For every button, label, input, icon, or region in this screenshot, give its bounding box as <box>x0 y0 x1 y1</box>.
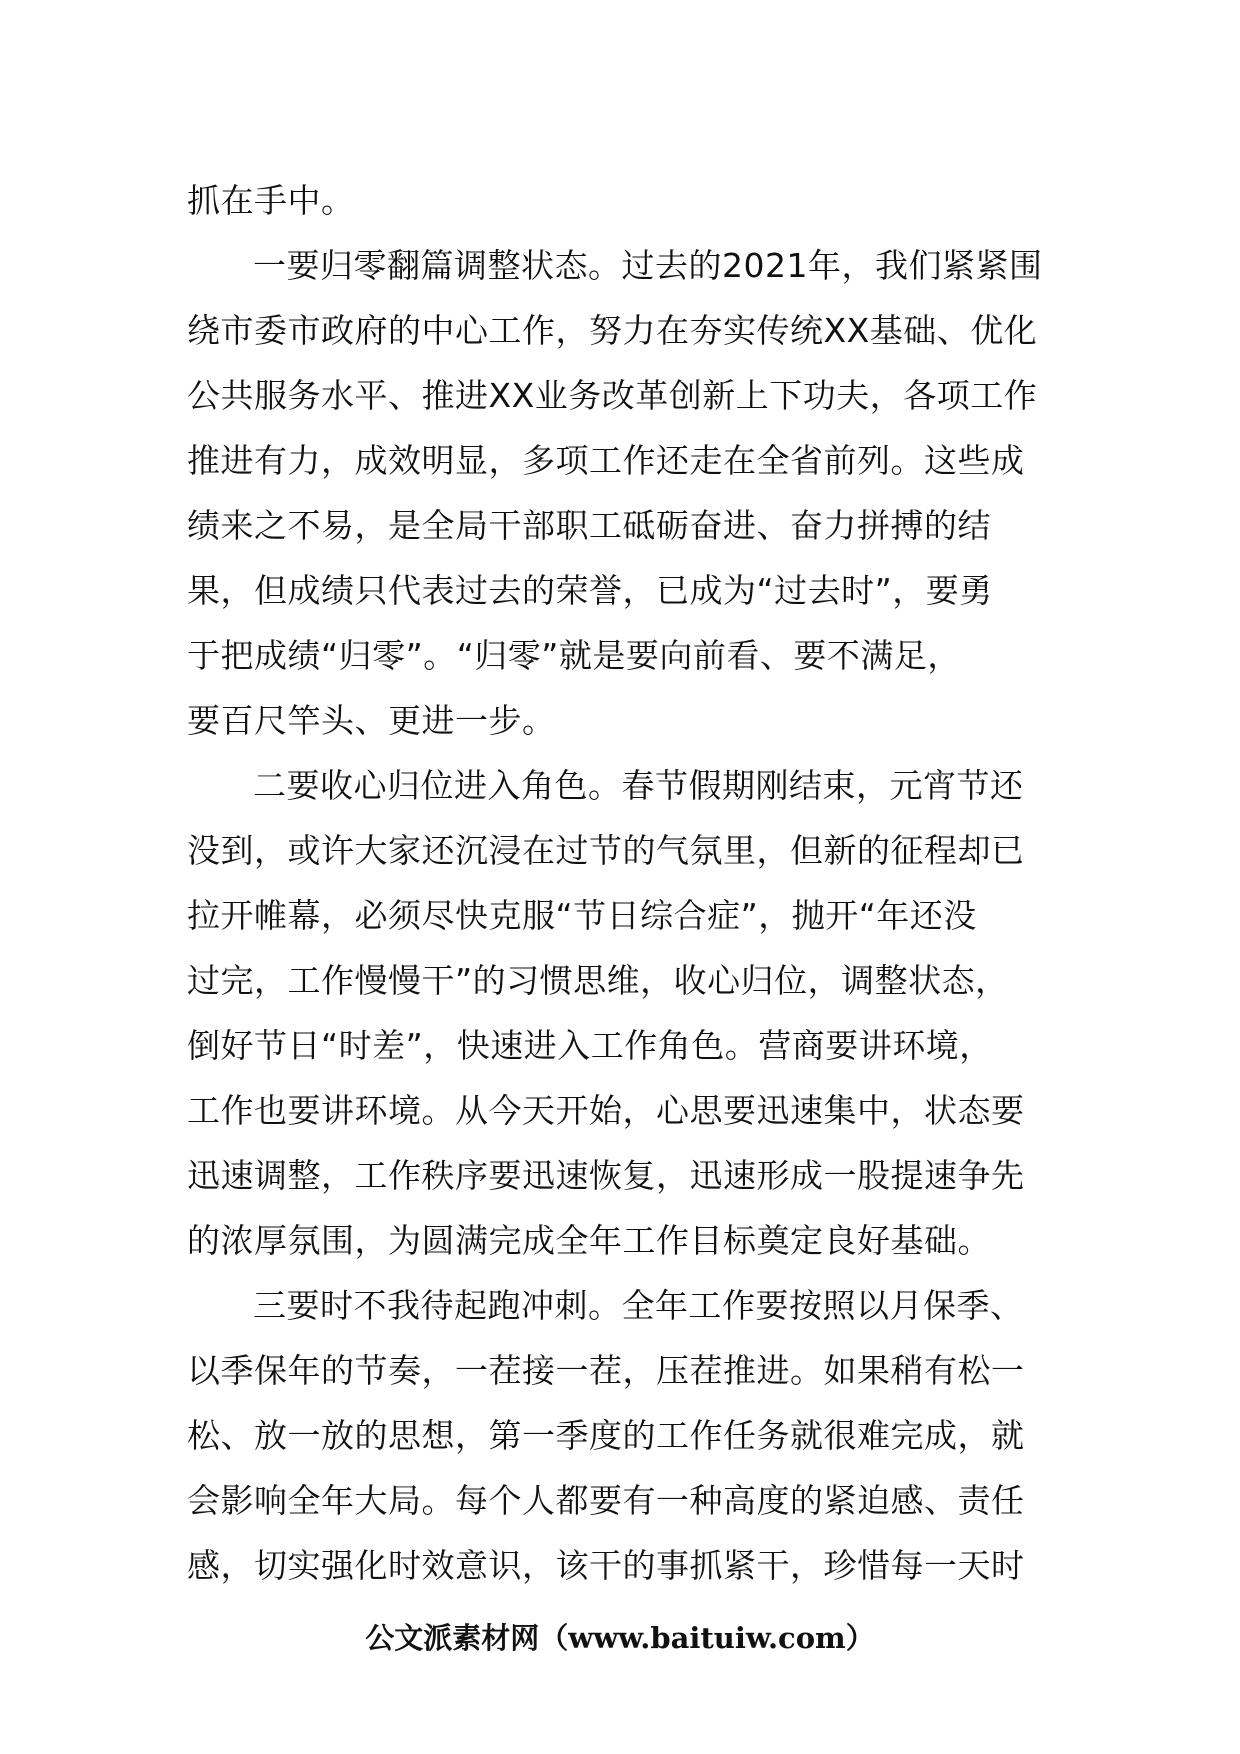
text-line: 松、放一放的思想，第一季度的工作任务就很难完成，就 <box>187 1416 1025 1455</box>
text-line: 没到，或许大家还沉浸在过节的气氛里，但新的征程却已 <box>187 831 1025 870</box>
text-line: 感，切实强化时效意识，该干的事抓紧干，珍惜每一天时 <box>187 1546 1025 1585</box>
text-line: 抓在手中。 <box>187 181 355 220</box>
body-text <box>187 168 1057 1598</box>
text-line: 工作也要讲环境。从今天开始，心思要迅速集中，状态要 <box>187 1091 1025 1130</box>
text-line: 以季保年的节奏，一茬接一茬，压茬推进。如果稍有松一 <box>187 1351 1025 1390</box>
text-line: 果，但成绩只代表过去的荣誉，已成为“过去时”，要勇 <box>187 571 993 610</box>
text-line: 公共服务水平、推进XX业务改革创新上下功夫，各项工作 <box>187 376 1038 415</box>
text-line: 倒好节日“时差”，快速进入工作角色。营商要讲环境， <box>187 1026 993 1065</box>
text-line: 过完，工作慢慢干”的习惯思维，收心归位，调整状态， <box>187 961 1009 1000</box>
paragraph-start-line: 二要收心归位进入角色。春节假期刚结束，元宵节还 <box>253 766 1024 805</box>
text-line: 推进有力，成效明显，多项工作还走在全省前列。这些成 <box>187 441 1025 480</box>
page-footer: 公文派素材网（www.baituiw.com） <box>365 1621 875 1655</box>
text-line: 绩来之不易，是全局干部职工砥砺奋进、奋力拼搏的结 <box>187 506 991 545</box>
text-line: 会影响全年大局。每个人都要有一种高度的紧迫感、责任 <box>187 1481 1025 1520</box>
text-line: 于把成绩“归零”。“归零”就是要向前看、要不满足， <box>187 636 961 675</box>
text-line: 绕市委市政府的中心工作，努力在夯实传统XX基础、优化 <box>187 311 1038 350</box>
paragraph-start-line: 一要归零翻篇调整状态。过去的2021年，我们紧紧围 <box>253 246 1043 285</box>
text-line: 迅速调整，工作秩序要迅速恢复，迅速形成一股提速争先 <box>187 1156 1025 1195</box>
text-line: 拉开帷幕，必须尽快克服“节日综合症”，抛开“年还没 <box>187 896 977 935</box>
text-line: 的浓厚氛围，为圆满完成全年工作目标奠定良好基础。 <box>187 1221 991 1260</box>
paragraph-start-line: 三要时不我待起跑冲刺。全年工作要按照以月保季、 <box>253 1286 1024 1325</box>
text-line: 要百尺竿头、更进一步。 <box>187 701 556 740</box>
